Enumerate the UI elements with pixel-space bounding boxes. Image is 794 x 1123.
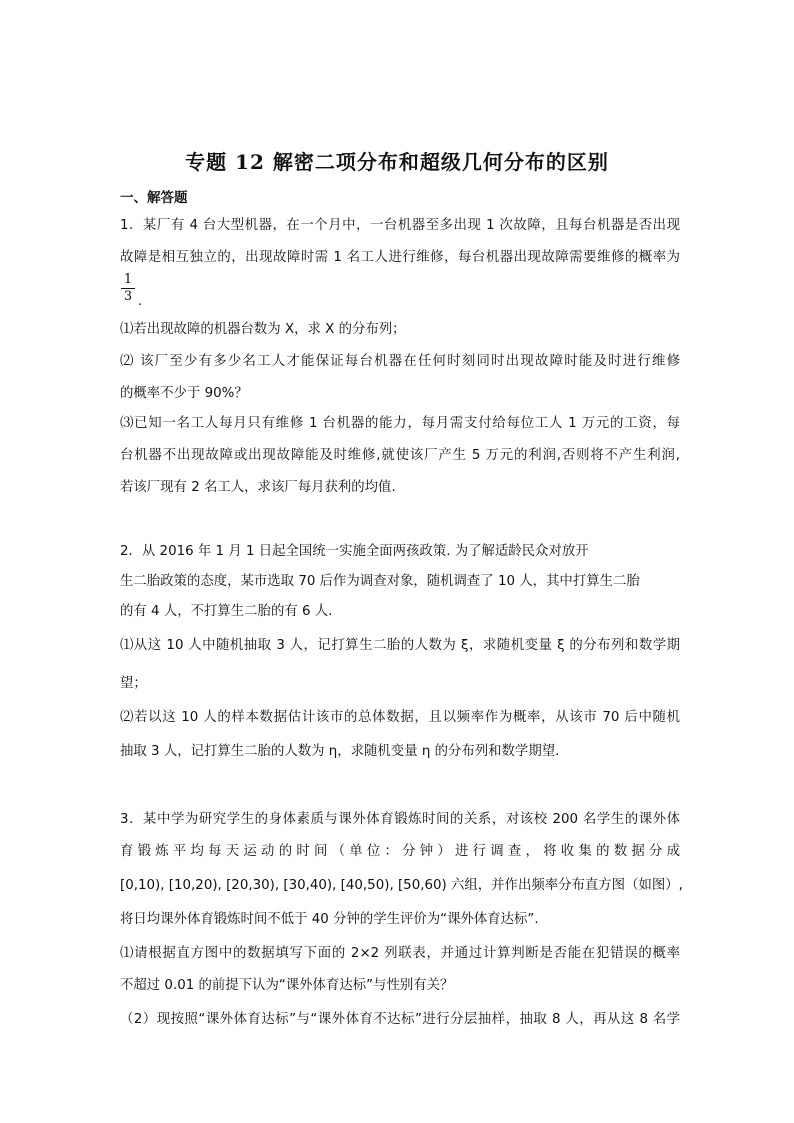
q2-part-1-line-1: ⑴从这 10 人中随机抽取 3 人，记打算生二胎的人数为 ξ，求随机变量 ξ 的分布列和数学期 (120, 638, 680, 653)
q2-line-3: 的有 4 人，不打算生二胎的有 6 人. (120, 604, 333, 619)
section-heading: 一、解答题 (120, 190, 188, 206)
q1-part-3-line-1: ⑶已知一名工人每月只有维修 1 台机器的能力，每月需支付给每位工人 1 万元的工资，每 (120, 416, 680, 431)
q3-line-3: [0,10), [10,20), [20,30), [30,40), [40,50), [50,60) 六组，并作出频率分布直方图（如图）, (120, 878, 683, 893)
q1-line-1: 1．某厂有 4 台大型机器，在一个月中，一台机器至多出现 1 次故障，且每台机器是否出现 (120, 218, 680, 233)
q1-fraction-period: . (138, 294, 143, 309)
q3-line-1: 3．某中学为研究学生的身体素质与课外体育锻炼时间的关系，对该校 200 名学生的课外体 (120, 812, 680, 827)
fraction-numerator: 1 (123, 272, 133, 287)
q2-part-2-line-1: ⑵若以这 10 人的样本数据估计该市的总体数据，且以频率作为概率，从该市 70 后中随机 (120, 710, 680, 725)
q1-fraction (120, 272, 136, 305)
q1-part-3-line-2: 台机器不出现故障或出现故障能及时维修,就使该厂产生 5 万元的利润,否则将不产生利润, (120, 448, 680, 463)
q2-part-1-line-2: 望； (120, 676, 147, 691)
q3-part-1-line-1: ⑴请根据直方图中的数据填写下面的 2×2 列联表，并通过计算判断是否能在犯错误的概率 (120, 946, 680, 961)
q1-part-1: ⑴若出现故障的机器台数为 X，求 X 的分布列； (120, 322, 406, 337)
q3-part-2-line-1: （2）现按照“课外体育达标”与“课外体育不达标”进行分层抽样，抽取 8 人，再从这 8 名学 (120, 1012, 680, 1027)
page-title: 专题 12 解密二项分布和超级几何分布的区别 (185, 150, 609, 174)
q1-line-2: 故障是相互独立的，出现故障时需 1 名工人进行维修，每台机器出现故障需要维修的概率为 (120, 250, 680, 265)
fraction-denominator: 3 (123, 289, 133, 304)
q2-line-1: 2．从 2016 年 1 月 1 日起全国统一实施全面两孩政策. 为了解适龄民众对放开 (120, 544, 589, 559)
q1-part-3-line-3: 若该厂现有 2 名工人，求该厂每月获利的均值. (120, 480, 396, 495)
q1-part-2-line-1: ⑵ 该厂至少有多少名工人才能保证每台机器在任何时刻同时出现故障时能及时进行维修 (120, 354, 680, 369)
q3-part-1-line-2: 不超过 0.01 的前提下认为“课外体育达标”与性别有关？ (120, 978, 454, 993)
q3-line-2: 育锻炼平均每天运动的时间（单位：分钟）进行调查，将收集的数据分成 (120, 844, 680, 859)
q2-part-2-line-2: 抽取 3 人，记打算生二胎的人数为 η，求随机变量 η 的分布列和数学期望. (120, 744, 560, 759)
q2-line-2: 生二胎政策的态度，某市选取 70 后作为调查对象，随机调查了 10 人，其中打算生二胎 (120, 574, 640, 589)
q3-line-4: 将日均课外体育锻炼时间不低于 40 分钟的学生评价为“课外体育达标”. (120, 912, 539, 927)
q1-part-2-line-2: 的概率不少于 90%？ (120, 386, 248, 401)
